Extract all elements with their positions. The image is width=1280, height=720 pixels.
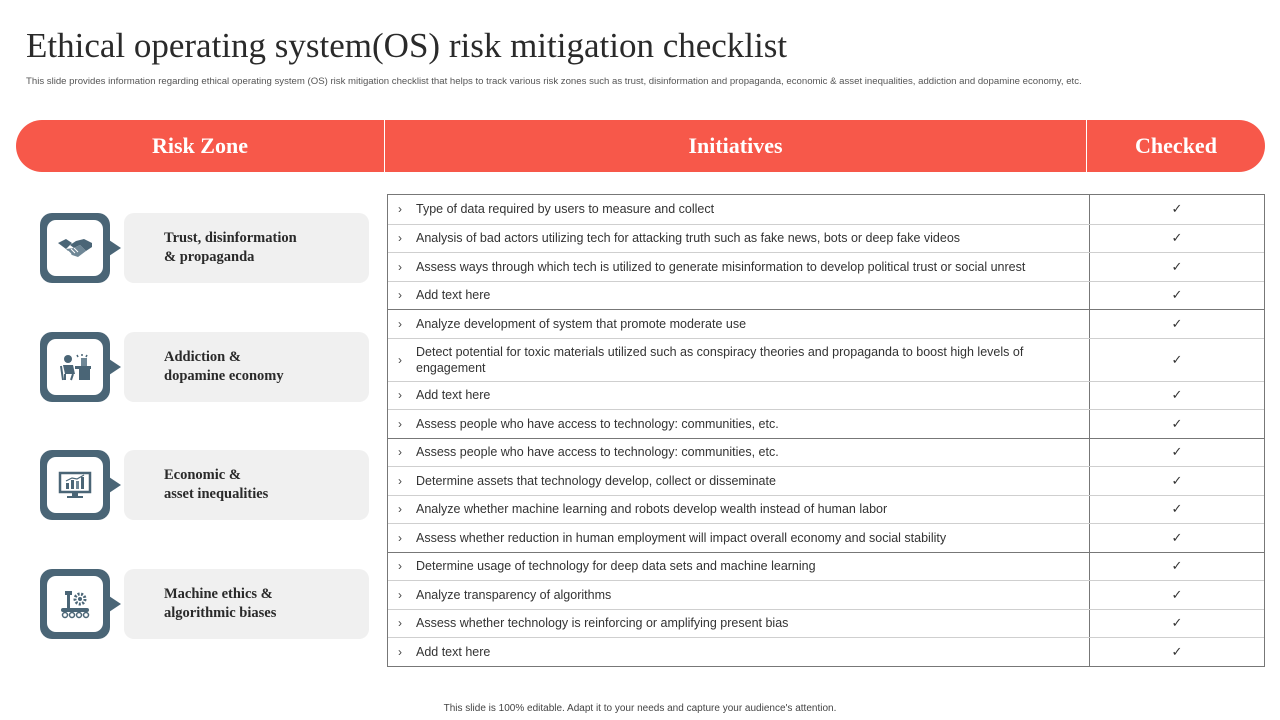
check-mark: ✓ xyxy=(1171,201,1183,217)
check-mark: ✓ xyxy=(1171,230,1183,246)
initiative-text: Type of data required by users to measure and collect xyxy=(416,202,715,217)
table-row xyxy=(388,552,1264,581)
zone-machine-ethics xyxy=(40,569,370,640)
chevron-right-icon: › xyxy=(398,288,402,303)
chevron-right-icon: › xyxy=(398,259,402,274)
chevron-right-icon: › xyxy=(398,445,402,460)
chevron-right-icon: › xyxy=(398,473,402,488)
page-subtitle: This slide provides information regarding ethical operating system (OS) risk mitigation checklist that helps to track various risk zones such as trust, disinformation and propaganda, economic & asset inequalities, addiction and dopamine economy, etc. xyxy=(26,76,1082,87)
chevron-right-icon: › xyxy=(398,644,402,659)
initiative-text: Determine usage of technology for deep data sets and machine learning xyxy=(416,559,816,574)
zone-addiction xyxy=(40,332,370,403)
check-mark: ✓ xyxy=(1171,258,1183,274)
check-mark: ✓ xyxy=(1171,472,1183,488)
table-row xyxy=(388,309,1264,338)
chevron-right-icon: › xyxy=(398,502,402,517)
check-mark: ✓ xyxy=(1171,415,1183,431)
check-mark: ✓ xyxy=(1171,351,1183,367)
table-row xyxy=(388,195,1264,224)
table-row xyxy=(388,381,1264,410)
chevron-right-icon: › xyxy=(398,388,402,403)
check-mark: ✓ xyxy=(1171,501,1183,517)
initiative-text: Analyze development of system that promote moderate use xyxy=(416,316,747,331)
robot-arm-icon xyxy=(47,576,103,632)
chevron-right-icon: › xyxy=(398,530,402,545)
check-mark: ✓ xyxy=(1171,387,1183,403)
checklist-table xyxy=(387,194,1265,667)
table-row xyxy=(388,438,1264,467)
initiative-text: Assess whether reduction in human employment will impact overall economy and social stability xyxy=(416,530,947,545)
chevron-right-icon: › xyxy=(398,616,402,631)
table-row xyxy=(388,495,1264,524)
desk-worker-icon xyxy=(47,339,103,395)
zone-trust xyxy=(40,213,370,284)
initiative-text: Add text here xyxy=(416,644,491,659)
chevron-right-icon: › xyxy=(398,231,402,246)
initiative-text: Determine assets that technology develop, collect or disseminate xyxy=(416,473,776,488)
check-mark: ✓ xyxy=(1171,586,1183,602)
table-row xyxy=(388,281,1264,310)
chevron-right-icon: › xyxy=(398,316,402,331)
check-mark: ✓ xyxy=(1171,287,1183,303)
table-row xyxy=(388,224,1264,253)
initiative-text: Analysis of bad actors utilizing tech for attacking truth such as fake news, bots or deep fake videos xyxy=(416,231,961,246)
initiative-text: Assess people who have access to technology: communities, etc. xyxy=(416,445,779,460)
footer-note: This slide is 100% editable. Adapt it to your needs and capture your audience's attention. xyxy=(443,703,837,714)
check-mark: ✓ xyxy=(1171,643,1183,659)
monitor-chart-icon xyxy=(47,457,103,513)
chevron-right-icon: › xyxy=(398,202,402,217)
zone-label: Machine ethics & algorithmic biases xyxy=(164,586,277,621)
check-mark: ✓ xyxy=(1171,444,1183,460)
chevron-right-icon: › xyxy=(398,352,402,367)
table-row xyxy=(388,609,1264,638)
check-mark: ✓ xyxy=(1171,558,1183,574)
zone-label: Trust, disinformation & propaganda xyxy=(164,230,297,265)
initiative-text: Analyze whether machine learning and robots develop wealth instead of human labor xyxy=(416,502,888,517)
page-title: Ethical operating system(OS) risk mitigation checklist xyxy=(26,26,788,65)
initiative-text: Assess ways through which tech is utilized to generate misinformation to develop political trust or social unrest xyxy=(416,259,1026,274)
header-checked: Checked xyxy=(1086,120,1265,172)
table-row xyxy=(388,338,1264,381)
check-mark: ✓ xyxy=(1171,315,1183,331)
chevron-right-icon: › xyxy=(398,559,402,574)
zone-label: Addiction & dopamine economy xyxy=(164,349,284,384)
initiative-text: Add text here xyxy=(416,388,491,403)
initiative-text: Assess whether technology is reinforcing or amplifying present bias xyxy=(416,616,789,631)
header-initiatives: Initiatives xyxy=(384,120,1086,172)
check-mark: ✓ xyxy=(1171,615,1183,631)
chevron-right-icon: › xyxy=(398,416,402,431)
initiative-text: Detect potential for toxic materials utilized such as conspiracy theories and propaganda to boost high levels of engagement xyxy=(416,344,1024,375)
chevron-right-icon: › xyxy=(398,587,402,602)
table-row xyxy=(388,580,1264,609)
initiative-text: Analyze transparency of algorithms xyxy=(416,587,612,602)
initiative-text: Add text here xyxy=(416,288,491,303)
zone-economic xyxy=(40,450,370,521)
table-row xyxy=(388,252,1264,281)
table-row xyxy=(388,409,1264,438)
check-mark: ✓ xyxy=(1171,529,1183,545)
table-row xyxy=(388,466,1264,495)
header-risk-zone: Risk Zone xyxy=(152,133,248,158)
initiative-text: Assess people who have access to technology: communities, etc. xyxy=(416,416,779,431)
zone-label: Economic & asset inequalities xyxy=(164,467,269,502)
table-row xyxy=(388,637,1264,666)
table-row xyxy=(388,523,1264,552)
table-header-bar xyxy=(16,120,1265,172)
handshake-icon xyxy=(47,220,103,276)
